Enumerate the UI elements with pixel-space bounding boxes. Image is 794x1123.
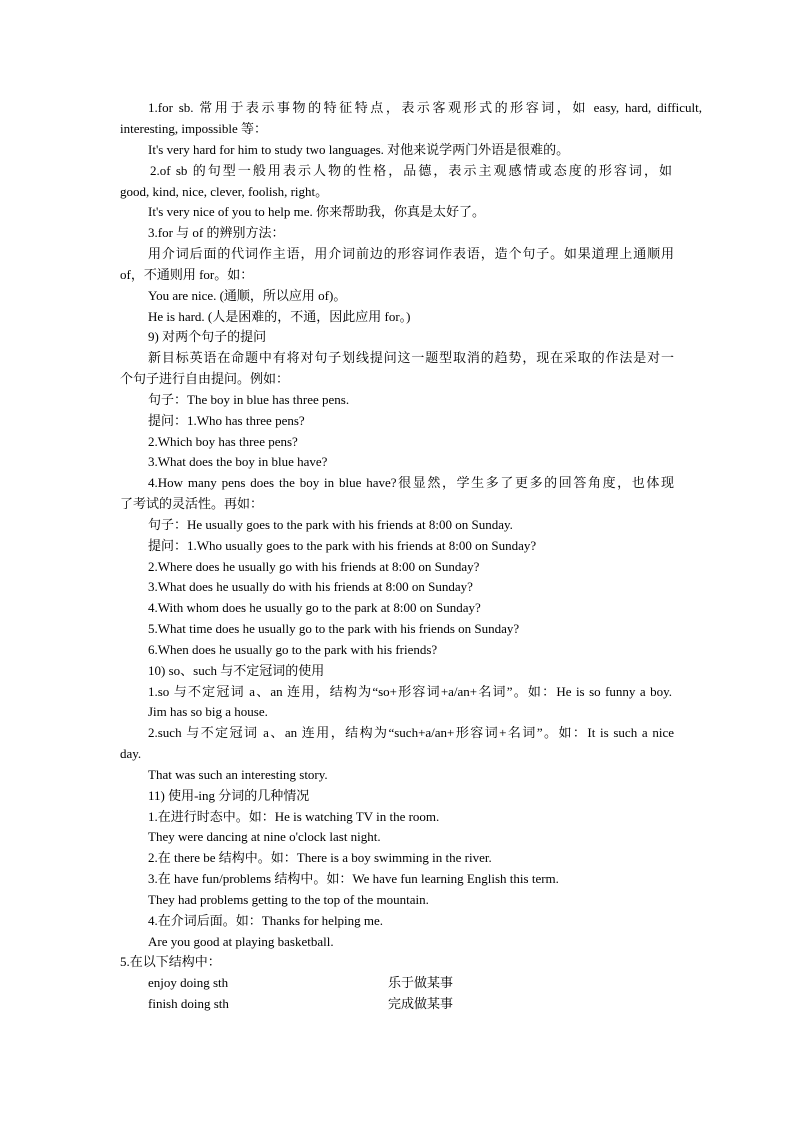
text-line: 4.With whom does he usually go to the park at 8:00 on Sunday? — [148, 600, 481, 615]
text-line: 5.What time does he usually go to the park with his friends on Sunday? — [148, 621, 520, 636]
phrase-chinese: 乐于做某事 — [388, 975, 454, 990]
text-line: interesting, impossible 等： — [120, 121, 267, 136]
text-line: 5.在以下结构中： — [120, 954, 221, 969]
text-line: You are nice. (通顺，所以应用 of)。 — [148, 288, 347, 303]
text-line: 新目标英语在命题中有将对句子划线提问这一题型取消的趋势，现在采取的作法是对一 — [148, 350, 674, 365]
text-line: 了考试的灵活性。再如： — [120, 496, 264, 511]
text-line: 2.在 there be 结构中。如：There is a boy swimming in the river. — [148, 850, 492, 865]
text-line: 1.for sb. 常用于表示事物的特征特点，表示客观形式的形容词，如 easy, hard, difficult, — [148, 100, 702, 115]
text-line: That was such an interesting story. — [148, 767, 328, 782]
section-heading: 10) so、such 与不定冠词的使用 — [148, 663, 325, 678]
text-line: 4.在介词后面。如：Thanks for helping me. — [148, 913, 384, 928]
text-line: 提问：1.Who has three pens? — [148, 413, 305, 428]
section-heading: 11) 使用-ing 分词的几种情况 — [148, 788, 310, 803]
text-line: It's very nice of you to help me. 你来帮助我，你真是太好了。 — [148, 204, 486, 219]
text-line: It's very hard for him to study two languages. 对他来说学两门外语是很难的。 — [148, 142, 570, 157]
text-line: 1.so 与不定冠词 a、an 连用，结构为“so+形容词+a/an+名词”。如：He is so funny a boy. — [148, 684, 672, 699]
text-line: 2.such 与不定冠词 a、an 连用，结构为“such+a/an+形容词+名词”。如：It is such a nice — [148, 725, 674, 740]
text-line: day. — [120, 746, 142, 761]
text-line: 3.for 与 of 的辨别方法： — [148, 225, 285, 240]
text-line: 2.Which boy has three pens? — [148, 434, 298, 449]
text-line: 3.What does the boy in blue have? — [148, 454, 328, 469]
text-line: 6.When does he usually go to the park with his friends? — [148, 642, 438, 657]
phrase-chinese: 完成做某事 — [388, 996, 454, 1011]
phrase-row — [0, 972, 794, 993]
text-line: 1.在进行时态中。如：He is watching TV in the room. — [148, 809, 440, 824]
text-line: Are you good at playing basketball. — [148, 934, 334, 949]
text-line: 用介词后面的代词作主语，用介词前边的形容词作表语，造个句子。如果道理上通顺用 — [148, 246, 674, 261]
text-line: 2.Where does he usually go with his friends at 8:00 on Sunday? — [148, 559, 480, 574]
text-line: They were dancing at nine o'clock last night. — [148, 829, 381, 844]
text-line: 2.of sb 的句型一般用表示人物的性格，品德，表示主观感情或态度的形容词，如 — [150, 163, 672, 178]
text-line: He is hard. (人是困难的，不通，因此应用 for。) — [148, 309, 411, 324]
text-line: 提问：1.Who usually goes to the park with his friends at 8:00 on Sunday? — [148, 538, 537, 553]
text-line: Jim has so big a house. — [148, 704, 268, 719]
text-line: 句子：The boy in blue has three pens. — [148, 392, 350, 407]
phrase-english: enjoy doing sth — [148, 975, 229, 990]
text-line: They had problems getting to the top of the mountain. — [148, 892, 429, 907]
text-line: good, kind, nice, clever, foolish, right。 — [120, 184, 329, 199]
phrase-row — [0, 993, 794, 1014]
text-line: of，不通则用 for。如： — [120, 267, 254, 282]
phrase-english: finish doing sth — [148, 996, 229, 1011]
text-line: 3.What does he usually do with his friends at 8:00 on Sunday? — [148, 579, 473, 594]
text-line: 3.在 have fun/problems 结构中。如：We have fun learning English this term. — [148, 871, 559, 886]
text-line: 个句子进行自由提问。例如： — [120, 371, 290, 386]
text-line: 句子：He usually goes to the park with his friends at 8:00 on Sunday. — [148, 517, 513, 532]
text-line: 4.How many pens does the boy in blue have?很显然，学生多了更多的回答角度，也体现 — [148, 475, 674, 490]
section-heading: 9) 对两个句子的提问 — [148, 329, 267, 344]
